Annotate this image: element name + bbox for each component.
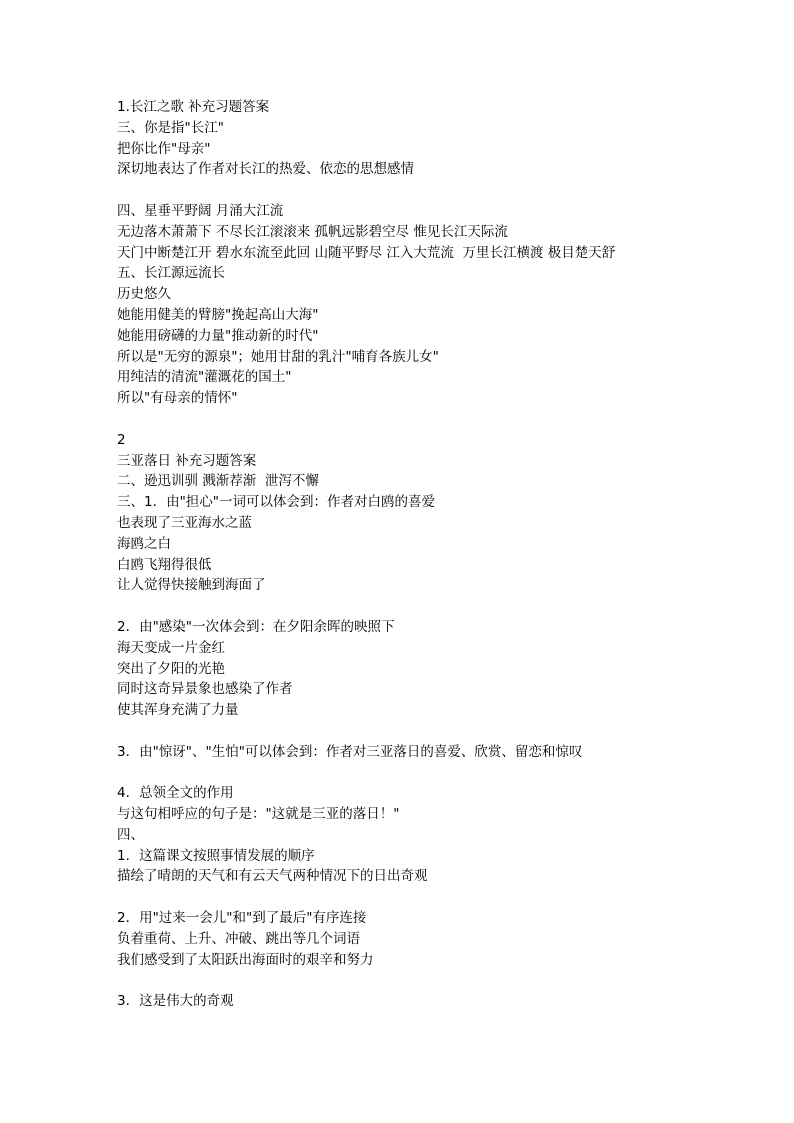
text-line: 突出了夕阳的光艳 [117,660,225,677]
blank-line [117,180,757,201]
text-line: 历史悠久 [117,286,171,303]
text-line: 我们感受到了太阳跃出海面时的艰辛和努力 [117,951,374,968]
blank-line [117,763,757,784]
text-line: 她能用健美的臂膀"挽起高山大海" [117,306,319,323]
text-line: 同时这奇异景象也感染了作者 [117,681,293,698]
text-line: 三亚落日 补充习题答案 [117,452,257,469]
document-body [117,97,757,1012]
text-line: 描绘了晴朗的天气和有云天气两种情况下的日出奇观 [117,868,428,885]
text-line: 四、星垂平野阔 月涌大江流 [117,202,284,219]
text-line: 3．由"惊讶"、"生怕"可以体会到：作者对三亚落日的喜爱、欣赏、留恋和惊叹 [117,743,583,760]
blank-line [117,887,757,908]
blank-line [117,970,757,991]
text-line: 四、 [117,826,144,843]
text-line: 她能用磅礴的力量"推动新的时代" [117,327,319,344]
text-line: 无边落木萧萧下 不尽长江滚滚来 孤帆远影碧空尽 惟见长江天际流 [117,223,508,240]
text-line: 深切地表达了作者对长江的热爱、依恋的思想感情 [117,161,414,178]
text-line: 负着重荷、上升、冲破、跳出等几个词语 [117,930,360,947]
text-line: 五、长江源远流长 [117,265,225,282]
text-line: 2．用"过来一会儿"和"到了最后"有序连接 [117,910,367,927]
text-line: 3．这是伟大的奇观 [117,993,234,1010]
text-line: 4．总领全文的作用 [117,785,234,802]
text-line: 天门中断楚江开 碧水东流至此回 山随平野尽 江入大荒流 万里长江横渡 极目楚天舒 [117,244,616,261]
text-line: 所以"有母亲的情怀" [117,390,238,407]
text-line: 2．由"感染"一次体会到：在夕阳余晖的映照下 [117,618,395,635]
text-line: 1．这篇课文按照事情发展的顺序 [117,847,315,864]
text-line: 三、1．由"担心"一词可以体会到：作者对白鸥的喜爱 [117,494,436,511]
text-line: 海天变成一片金红 [117,639,225,656]
text-line: 把你比作"母亲" [117,140,211,157]
text-line: 所以是"无穷的源泉"；她用甘甜的乳汁"哺育各族儿女" [117,348,439,365]
text-line: 2 [117,431,126,448]
text-line: 让人觉得快接触到海面了 [117,577,266,594]
text-line: 白鸥飞翔得很低 [117,556,212,573]
text-line: 与这句相呼应的句子是："这就是三亚的落日！" [117,806,400,823]
blank-line [117,721,757,742]
blank-line [117,596,757,617]
text-line: 使其浑身充满了力量 [117,702,239,719]
text-line: 用纯洁的清流"灌溉花的国土" [117,369,292,386]
text-line: 海鸥之白 [117,535,171,552]
text-line: 也表现了三亚海水之蓝 [117,514,252,531]
text-line: 三、你是指"长江" [117,119,224,136]
text-line: 1.长江之歌 补充习题答案 [117,99,270,115]
blank-line [117,409,757,430]
text-line: 二、逊迅训驯 溅渐荐渐 泄泻不懈 [117,473,319,490]
